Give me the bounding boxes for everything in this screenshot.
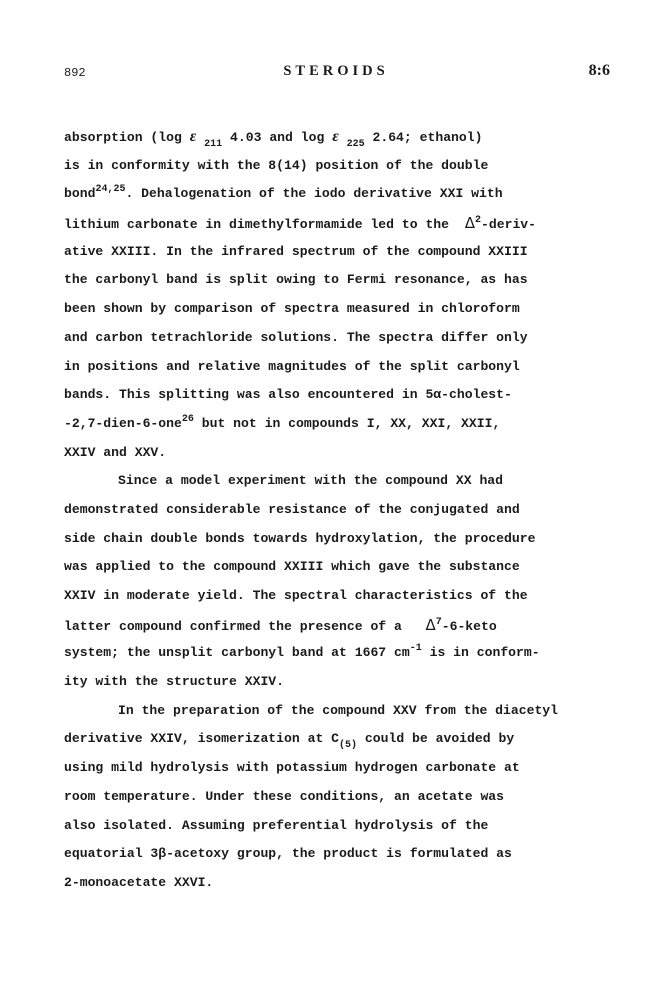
text-line: been shown by comparison of spectra measured in chloroform	[64, 301, 520, 317]
text-line: ative XXIII. In the infrared spectrum of the compound XXIII	[64, 243, 528, 259]
citation-superscript: 24,25	[95, 184, 126, 196]
text-line: In the preparation of the compound XXV from the diacetyl	[118, 702, 559, 718]
running-title: STEROIDS	[283, 63, 389, 79]
text-line: bond$^{24,25}$. Dehalogenation of the iodo derivative XXI with	[64, 184, 503, 202]
text-line: using mild hydrolysis with potassium hydrogen carbonate at	[64, 760, 520, 776]
text-line: XXIV in moderate yield. The spectral characteristics of the	[64, 588, 528, 603]
text-line: side chain double bonds towards hydroxylation, the procedure	[64, 530, 536, 546]
epsilon-symbol: ε	[189, 128, 197, 145]
text-line: -2,7-dien-6-one$^{26}$ but not in compounds I, XX, XXI, XXII,	[64, 413, 501, 431]
body-text	[64, 123, 624, 898]
text-line: in positions and relative magnitudes of the split carbonyl	[64, 358, 520, 374]
text-line: and carbon tetrachloride solutions. The spectra differ only	[64, 329, 528, 345]
text-line: room temperature. Under these conditions, an acetate was	[64, 788, 505, 804]
delta-symbol: Δ	[464, 214, 475, 233]
section-number: 8:6	[588, 62, 610, 79]
text-line: system; the unsplit carbonyl band at 1667 $cm^{-1}$ is in conform-	[64, 643, 540, 661]
text-line: ity with the structure XXIV.	[64, 674, 285, 690]
text-line: Since a model experiment with the compound XX had	[118, 473, 504, 489]
text-line: latter compound confirmed the presence of a $\Delta^7-6$-keto	[64, 615, 497, 634]
page-number: 892	[64, 66, 86, 80]
text-line: equatorial 3β-acetoxy group, the product is formulated as	[64, 846, 512, 862]
text-line: is in conformity with the 8(14) position of the double	[64, 157, 489, 173]
epsilon-symbol: ε	[332, 128, 339, 145]
text-line: 2-monoacetate XXVI.	[64, 874, 214, 890]
text-line: lithium carbonate in dimethylformamide led to the $\Delta^2-deriv-$	[64, 214, 537, 233]
text-line: derivative XXIV, isomerization at $C_{(5)}$ could be avoided by	[64, 731, 515, 752]
text-line: absorption (log ε $_{211}$ 4.03 and log ε $_{225}$ 2.64; ethanol)	[64, 128, 483, 150]
text-line: the carbonyl band is split owing to Fermi resonance, as has	[64, 272, 528, 288]
text-line: bands. This splitting was also encountered in 5α-cholest-	[64, 387, 512, 403]
delta-symbol: Δ	[425, 615, 436, 634]
text-line: was applied to the compound XXIII which gave the substance	[64, 559, 520, 575]
text-line: also isolated. Assuming preferential hydrolysis of the	[64, 817, 489, 833]
citation-superscript: 26	[181, 413, 194, 425]
page-header	[0, 62, 672, 86]
text-line: demonstrated considerable resistance of the conjugated and	[64, 501, 520, 517]
text-line: XXIV and XXV.	[64, 444, 167, 460]
